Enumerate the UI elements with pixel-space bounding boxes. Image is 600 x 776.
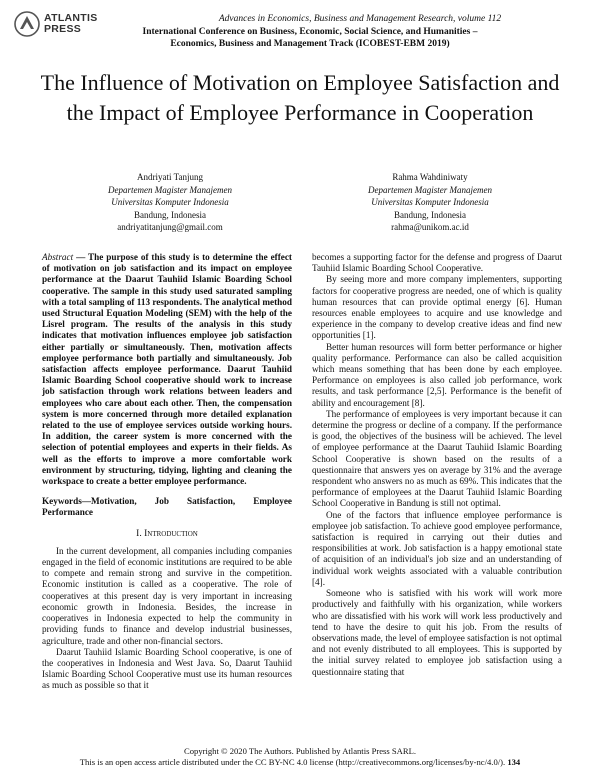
author-department: Departemen Magister Manajemen (108, 184, 232, 195)
author-name: Andriyati Tanjung (137, 172, 203, 182)
author-block-2 (320, 171, 540, 234)
page-footer (20, 746, 580, 768)
paper-title: The Influence of Motivation on Employee Satisfaction and the Impact of Employee Performance in Cooperation (40, 70, 560, 125)
journal-line: Advances in Economics, Business and Management Research, volume 112 (218, 14, 502, 24)
conference-line2: Economics, Business and Management Track (ICOBEST-EBM 2019) (170, 38, 450, 49)
author-email: rahma@unikom.ac.id (391, 222, 469, 232)
atlantis-logo-icon (14, 11, 40, 37)
author-department: Departemen Magister Manajemen (368, 184, 492, 195)
page-number: 134 (507, 757, 521, 767)
author-email: andriyatitanjung@gmail.com (117, 222, 223, 232)
section-number: I. (136, 528, 142, 539)
conference-line1: International Conference on Business, Economic, Social Science, and Humanities – (142, 27, 478, 37)
paragraph: Someone who is satisfied with his work will work more productively and faithfully with his organization, while workers who are dissatisfied with his work will work less productively and tend to have the desire to quit his job. From the results of observations made, the level of employee satisfaction is not optimal and not evenly distributed to all employees. This is supported by the initial survey related to employee job satisfaction using a questionnaire stating that (312, 588, 562, 677)
left-column (42, 252, 292, 692)
paragraph: becomes a supporting factor for the defense and progress of Daarut Tauhiid Islamic Boarding School Cooperative. (312, 252, 562, 274)
paragraph: One of the factors that influence employee performance is employee job satisfaction. To achieve good employee performance, satisfaction is required in carrying out their duties and responsibilities at work. Job satisfaction is a happy emotional state of acquisition of an individual's job size and an understanding of individual work weights associated with a valuable contribution [4]. (312, 509, 562, 587)
license-line (20, 757, 580, 768)
author-city: Bandung, Indonesia (134, 209, 206, 220)
license-text: This is an open access article distributed under the CC BY-NC 4.0 license (http://creativecommons.org/licenses/by-nc/4.0/). (79, 757, 506, 767)
paragraph: The performance of employees is very important because it can determine the progress or decline of a company. If the performance is good, the objectives of the business will be achieved. The level of employee performance at the Daarut Tauhiid Islamic Boarding School Cooperative is shown based on the results of a questionnaire that answers yes on average by 31% and the average respondent who answers no as much as 69%. This indicates that the performance of employees at the Daarut Tauhiid Islamic Boarding School Cooperative in Bandung is still not optimal. (312, 408, 562, 509)
author-city: Bandung, Indonesia (394, 209, 466, 220)
paragraph: Better human resources will form better performance or higher quality performance. Performance can also be called acquisition which means something that has been done by each employee. Performance on employees is also called job performance, work results, and task performance [2,5]. Performance is the benefit of ability and encouragement [8]. (312, 341, 562, 408)
publisher-line1: ATLANTIS (44, 12, 98, 24)
section-title: Introduction (144, 528, 198, 539)
author-university: Universitas Komputer Indonesia (371, 197, 489, 207)
paragraph: In the current development, all companies including companies engaged in the field of economic institutions are required to be able to compete and remain strong and survive in the competition. Economic institution is called as a cooperative. The role of cooperatives at this present day is very important in increasing economic growth in Indonesia. Besides, the increase in cooperatives in Indonesia expected to help the community in providing funds to finance and develop industrial businesses, agriculture, trade and other non-financial sectors. (42, 545, 292, 646)
paragraph: By seeing more and more company implementers, supporting factors for cooperative progress are needed, one of which is quality human resources that can provide optimal energy [6]. Human resources enable employees to acquire and use knowledge and experience in the company to develop creative ideas and find new opportunities [1]. (312, 274, 562, 341)
abstract (42, 252, 292, 487)
paragraph: Daarut Tauhiid Islamic Boarding School cooperative, is one of the cooperatives in Indonesia and West Java. So, Daarut Tauhiid Islamic Boarding School Cooperative must use its human resources as much as possible so that it (42, 646, 292, 691)
abstract-label: Abstract (42, 252, 74, 262)
author-block-1 (60, 171, 280, 234)
publisher-name (44, 13, 98, 35)
copyright-line: Copyright © 2020 The Authors. Published by Atlantis Press SARL. (184, 746, 416, 756)
abstract-text: — The purpose of this study is to determine the effect of motivation on job satisfaction and its impact on employee performance at the Daarut Tauhiid Islamic Boarding School cooperative. The sample in this study used saturated sampling with a total sampling of 113 respondents. The analytical method used Structural Equation Modeling (SEM) with the help of the Lisrel program. The results of the analysis in this study indicates that motivation influences employee job satisfaction either partially or simultaneously. Then, motivation affects employee performance both partially and simultaneously. Job satisfaction affects employee performance. Daarut Tauhiid Islamic Boarding School cooperative should work to increase job satisfaction through work relations between leaders and employees who care about each other. Then, the compensation system is more concerned through more detailed explanation related to the use of employee services outside working hours. In addition, the career system is more concerned with the selection of potential employees and experts in their fields. As well as the efforts to improve a more comfortable work environment by structuring, tidying, lighting and cleaning the workspace to create a better employee performance. (42, 252, 292, 487)
publisher-line2: PRESS (44, 23, 82, 35)
keywords: Keywords—Motivation, Job Satisfaction, Employee Performance (42, 496, 292, 518)
right-column (312, 252, 562, 678)
section-heading (42, 529, 292, 540)
author-university: Universitas Komputer Indonesia (111, 197, 229, 207)
author-name: Rahma Wahdiniwaty (392, 172, 468, 182)
conference-info (110, 27, 510, 50)
